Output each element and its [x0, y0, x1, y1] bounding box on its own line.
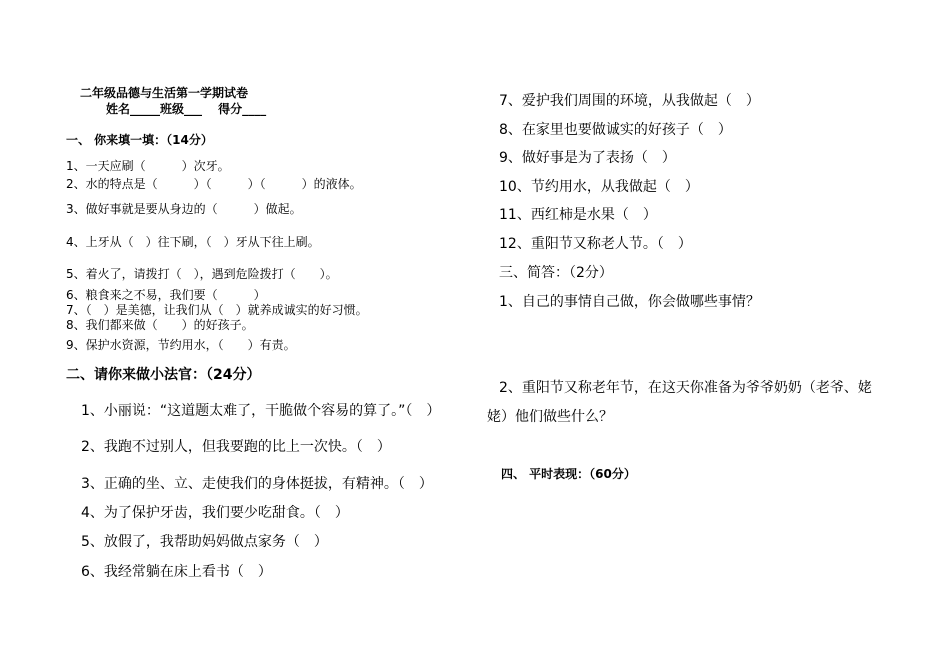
judge-item-6: 6、我经常躺在床上看书（ ） — [81, 564, 272, 580]
fill-item-4: 4、上牙从（ ）往下刷，（ ）牙从下往上刷。 — [66, 235, 320, 249]
judge-item-1: 1、小丽说：“这道题太难了，干脆做个容易的算了。”（ ） — [81, 403, 441, 419]
judge-item-8: 8、在家里也要做诚实的好孩子（ ） — [499, 122, 732, 138]
fill-item-3: 3、做好事就是要从身边的（ ）做起。 — [66, 202, 302, 216]
judge-item-7: 7、爱护我们周围的环境，从我做起（ ） — [499, 93, 760, 109]
fill-item-5: 5、着火了，请拨打（ ），遇到危险拨打（ ）。 — [66, 267, 338, 281]
fill-item-9: 9、保护水资源，节约用水，（ ）有责。 — [66, 338, 296, 352]
section-4-heading: 四、 平时表现：（60分） — [501, 467, 636, 481]
judge-item-2: 2、我跑不过别人，但我要跑的比上一次快。（ ） — [81, 439, 391, 455]
judge-item-5: 5、放假了，我帮助妈妈做点家务（ ） — [81, 534, 328, 550]
judge-item-9: 9、做好事是为了表扬（ ） — [499, 150, 676, 166]
fill-item-2: 2、水的特点是（ ）（ ）（ ）的液体。 — [66, 177, 362, 191]
short-answer-2-line1: 2、重阳节又称老年节，在这天你准备为爷爷奶奶（老爷、姥 — [499, 380, 872, 396]
student-info-line: 姓名_____班级___ 得分____ — [106, 102, 267, 116]
section-3-heading: 三、简答：（2分） — [499, 265, 613, 281]
judge-item-12: 12、重阳节又称老人节。（ ） — [499, 236, 692, 252]
short-answer-1: 1、自己的事情自己做，你会做哪些事情？ — [499, 294, 760, 310]
exam-title: 二年级品德与生活第一学期试卷 — [80, 86, 249, 100]
section-2-heading: 二、请你来做小法官：（24分） — [66, 367, 261, 383]
judge-item-4: 4、为了保护牙齿，我们要少吃甜食。（ ） — [81, 505, 349, 521]
judge-item-11: 11、西红柿是水果（ ） — [499, 207, 657, 223]
fill-item-1: 1、一天应刷（ ）次牙。 — [66, 159, 230, 173]
fill-item-7: 7、（ ）是美德，让我们从（ ）就养成诚实的好习惯。 — [66, 303, 368, 317]
fill-item-6: 6、粮食来之不易，我们要（ ） — [66, 288, 266, 302]
short-answer-2-line2: 姥）他们做些什么？ — [487, 409, 613, 425]
section-1-heading: 一、 你来填一填：（14分） — [66, 133, 213, 147]
judge-item-3: 3、正确的坐、立、走使我们的身体挺拔，有精神。（ ） — [81, 476, 433, 492]
fill-item-8: 8、我们都来做（ ）的好孩子。 — [66, 318, 254, 332]
judge-item-10: 10、节约用水，从我做起（ ） — [499, 179, 699, 195]
